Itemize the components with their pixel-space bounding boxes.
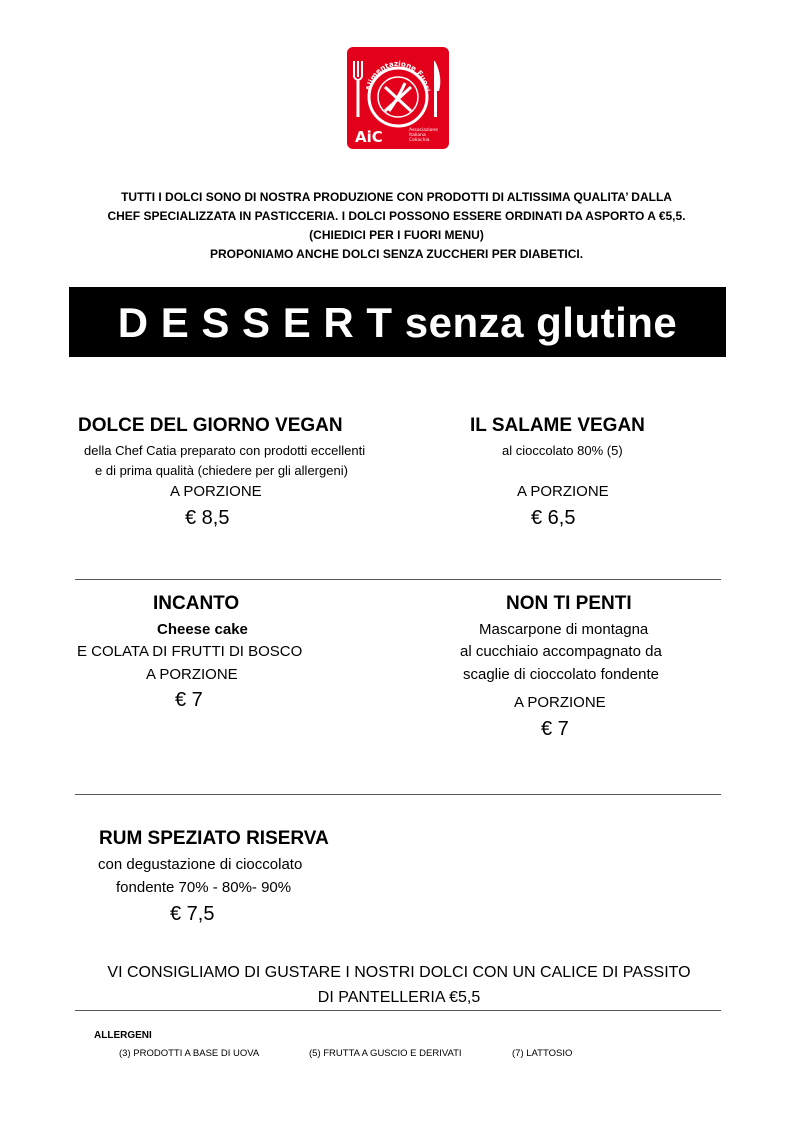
svg-text:Italiana: Italiana <box>409 133 426 138</box>
item-portion-dolce: A PORZIONE <box>170 483 262 500</box>
svg-text:AiC: AiC <box>355 128 383 146</box>
intro-line: CHEF SPECIALIZZATA IN PASTICCERIA. I DOLCI POSSONO ESSERE ORDINATI DA ASPORTO A €5,5. <box>107 209 686 223</box>
item-price-nontipenti: € 7 <box>541 718 569 740</box>
item-desc-nontipenti: scaglie di cioccolato fondente <box>463 666 659 683</box>
aic-logo-graphic <box>347 47 449 149</box>
allergen-item: (5) FRUTTA A GUSCIO E DERIVATI <box>309 1048 462 1059</box>
item-portion-salame: A PORZIONE <box>517 483 609 500</box>
item-desc-incanto: E COLATA DI FRUTTI DI BOSCO <box>77 643 303 660</box>
item-name-nontipenti: NON TI PENTI <box>506 593 632 614</box>
item-sub-incanto: Cheese cake <box>157 621 248 638</box>
title-banner <box>69 287 726 357</box>
divider <box>75 794 721 795</box>
item-name-incanto: INCANTO <box>153 593 240 614</box>
intro-line: TUTTI I DOLCI SONO DI NOSTRA PRODUZIONE CON PRODOTTI DI ALTISSIMA QUALITA’ DALLA <box>121 190 672 204</box>
knife-icon <box>434 61 440 117</box>
intro-line: PROPONIAMO ANCHE DOLCI SENZA ZUCCHERI PER DIABETICI. <box>209 247 584 261</box>
item-desc-nontipenti: al cucchiaio accompagnato da <box>460 643 662 660</box>
item-portion-incanto: A PORZIONE <box>146 666 238 683</box>
suggestion-text <box>40 960 758 1010</box>
suggestion-line: DI PANTELLERIA €5,5 <box>317 989 481 1006</box>
page-title: D E S S E R T senza glutine <box>117 299 678 346</box>
item-price-incanto: € 7 <box>175 689 203 711</box>
item-price-rum: € 7,5 <box>170 903 215 925</box>
fork-icon <box>354 61 362 117</box>
allergens-title: ALLERGENI <box>94 1030 152 1041</box>
intro-text <box>40 188 753 264</box>
item-desc-nontipenti: Mascarpone di montagna <box>479 621 649 638</box>
allergen-item: (7) LATTOSIO <box>512 1048 573 1059</box>
divider <box>75 579 721 580</box>
item-portion-nontipenti: A PORZIONE <box>514 694 606 711</box>
item-price-salame: € 6,5 <box>531 507 576 529</box>
item-price-dolce: € 8,5 <box>185 507 230 529</box>
divider <box>75 1010 721 1011</box>
item-desc-dolce: della Chef Catia preparato con prodotti eccellenti <box>84 443 366 458</box>
suggestion-line: VI CONSIGLIAMO DI GUSTARE I NOSTRI DOLCI CON UN CALICE DI PASSITO <box>107 964 691 981</box>
item-desc-rum: con degustazione di cioccolato <box>98 856 303 873</box>
svg-text:Alimentazione Fuori Casa: Alimentazione Fuori <box>364 58 432 92</box>
item-desc-rum: fondente 70% - 80%- 90% <box>116 879 292 896</box>
item-desc-dolce: e di prima qualità (chiedere per gli allergeni) <box>95 463 348 478</box>
item-name-salame: IL SALAME VEGAN <box>470 415 645 436</box>
item-desc-salame: al cioccolato 80% (5) <box>502 443 623 458</box>
intro-line: (CHIEDICI PER I FUORI MENU) <box>309 228 484 242</box>
aic-logo <box>347 47 449 149</box>
item-name-rum: RUM SPEZIATO RISERVA <box>99 828 329 849</box>
svg-text:Associazione: Associazione <box>409 128 438 133</box>
svg-text:Celiachia: Celiachia <box>409 138 430 143</box>
allergen-item: (3) PRODOTTI A BASE DI UOVA <box>119 1048 260 1059</box>
item-name-dolce: DOLCE DEL GIORNO VEGAN <box>78 415 343 436</box>
